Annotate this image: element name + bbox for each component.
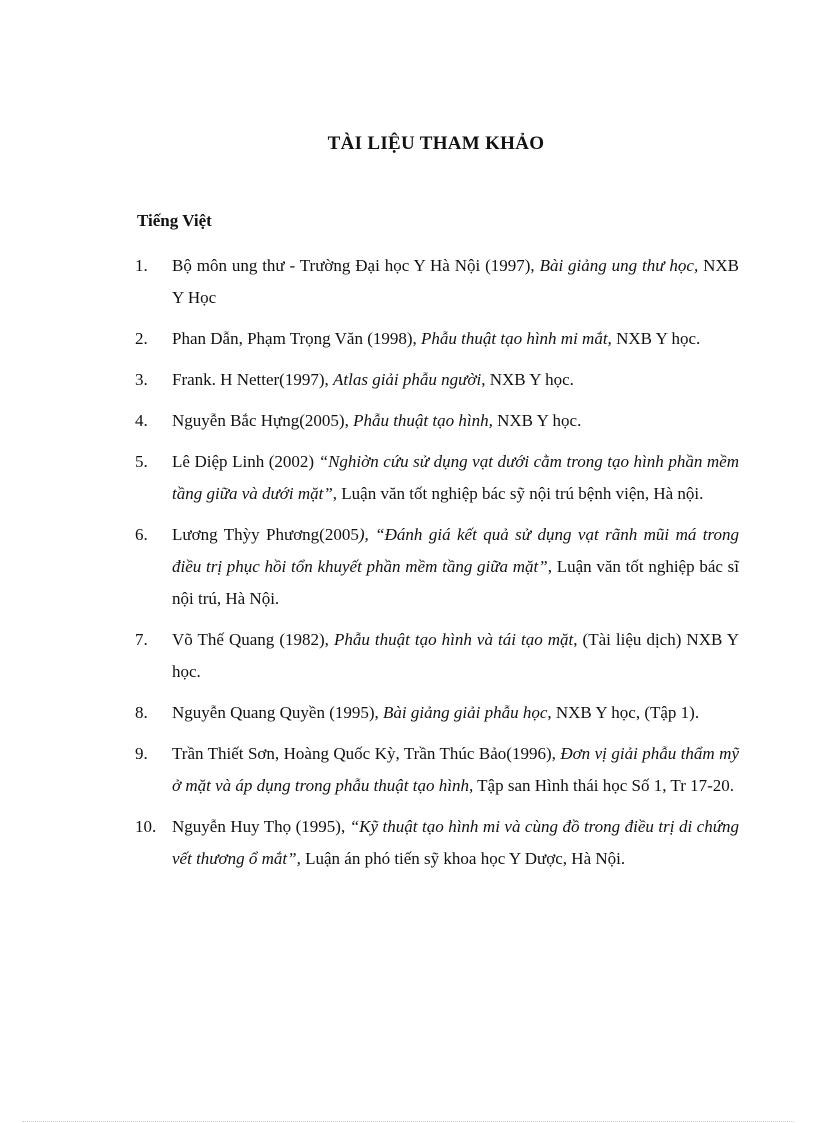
reference-item — [135, 364, 739, 396]
reference-title-italic: “Kỹ thuật tạo hình mi và cùng đồ trong điều trị di chứng vết thương ổ mắt”, — [172, 817, 740, 868]
reference-text — [172, 630, 739, 681]
reference-text-segment: Phan Dẫn, Phạm Trọng Văn (1998), — [172, 329, 422, 348]
reference-text-segment: NXB Y học. — [492, 411, 582, 430]
reference-text — [172, 744, 739, 795]
reference-title-italic: Phẫu thuật tạo hình mi mắt, — [421, 329, 612, 348]
reference-title-italic: Phẫu thuật tạo hình, — [353, 411, 493, 430]
reference-title-italic: Bài giảng ung thư học, — [539, 256, 699, 275]
reference-text-segment: , NXB Y học. — [481, 370, 574, 389]
reference-number: 1. — [135, 256, 148, 275]
reference-text — [172, 817, 739, 868]
reference-text — [172, 329, 700, 348]
reference-number: 3. — [135, 370, 148, 389]
reference-title-italic: Bài giảng giải phẫu học — [383, 703, 548, 722]
reference-text-segment: Lương Thỳy Phương(2005 — [172, 525, 359, 544]
reference-number: 2. — [135, 329, 148, 348]
reference-number: 9. — [135, 744, 148, 763]
reference-item — [135, 519, 739, 615]
reference-number: 4. — [135, 411, 148, 430]
reference-text-segment: Nguyễn Quang Quyền (1995), — [172, 703, 384, 722]
reference-text-segment: Luận án phó tiến sỹ khoa học Y Dược, Hà Nội. — [300, 849, 626, 868]
reference-text — [172, 452, 739, 503]
reference-text-segment: Tập san Hình thái học Số 1, Tr 17-20. — [473, 776, 735, 795]
reference-text-segment: , Luận văn tốt nghiệp bác sĩ nội trú, Hà Nội. — [172, 557, 739, 608]
reference-text-segment: , Luận văn tốt nghiệp bác sỹ nội trú bệnh viện, Hà nội. — [332, 484, 704, 503]
page-bottom-divider — [22, 1121, 794, 1122]
reference-title-italic: “Nghiờn cứu sử dụng vạt dưới cằm trong tạo hình phần mềm tầng giữa và dưới mặt” — [172, 452, 739, 503]
reference-number: 10. — [135, 817, 157, 836]
reference-text-segment: , NXB Y học, (Tập 1). — [547, 703, 700, 722]
reference-text-segment: NXB Y học. — [611, 329, 701, 348]
reference-number: 7. — [135, 630, 148, 649]
reference-title-italic: Đơn vị giải phẫu thẩm mỹ ở mặt và áp dụng trong phẫu thuật tạo hình, — [172, 744, 739, 795]
reference-title-italic: Phẫu thuật tạo hình và tái tạo mặt — [333, 630, 574, 649]
reference-text-segment: NXB Y Học — [172, 256, 739, 307]
reference-number: 8. — [135, 703, 148, 722]
reference-list — [135, 250, 739, 884]
reference-text-segment: , (Tài liệu dịch) NXB Y học. — [172, 630, 739, 681]
section-heading: Tiếng Việt — [137, 211, 212, 230]
reference-item — [135, 738, 739, 802]
reference-item — [135, 697, 739, 729]
reference-text — [172, 370, 574, 389]
reference-title-italic: ), “Đánh giá kết quả sử dụng vạt rãnh mũi má trong điều trị phục hồi tổn khuyết phần mềm tầng giữa mặt” — [172, 525, 740, 576]
reference-text-segment: Nguyễn Huy Thọ (1995), — [172, 817, 350, 836]
reference-number: 5. — [135, 452, 148, 471]
reference-item — [135, 405, 739, 437]
reference-number: 6. — [135, 525, 148, 544]
reference-text-segment: Bộ môn ung thư - Trường Đại học Y Hà Nội (1997), — [172, 256, 540, 275]
reference-item — [135, 323, 739, 355]
reference-text — [172, 256, 739, 307]
reference-text-segment: Trần Thiết Sơn, Hoàng Quốc Kỳ, Trần Thúc Bảo(1996), — [172, 744, 561, 763]
reference-text-segment: Lê Diệp Linh (2002) — [172, 452, 319, 471]
reference-text-segment: Nguyễn Bắc Hựng(2005), — [172, 411, 354, 430]
reference-item — [135, 250, 739, 314]
reference-text-segment: Võ Thế Quang (1982), — [172, 630, 334, 649]
reference-text-segment: Frank. H Netter(1997), — [172, 370, 333, 389]
reference-item — [135, 811, 739, 875]
page-title: TÀI LIỆU THAM KHẢO — [327, 133, 545, 154]
reference-text — [172, 525, 739, 608]
reference-text — [172, 411, 581, 430]
reference-text — [172, 703, 699, 722]
reference-title-italic: Atlas giải phẫu người — [333, 370, 482, 389]
reference-item — [135, 446, 739, 510]
reference-item — [135, 624, 739, 688]
